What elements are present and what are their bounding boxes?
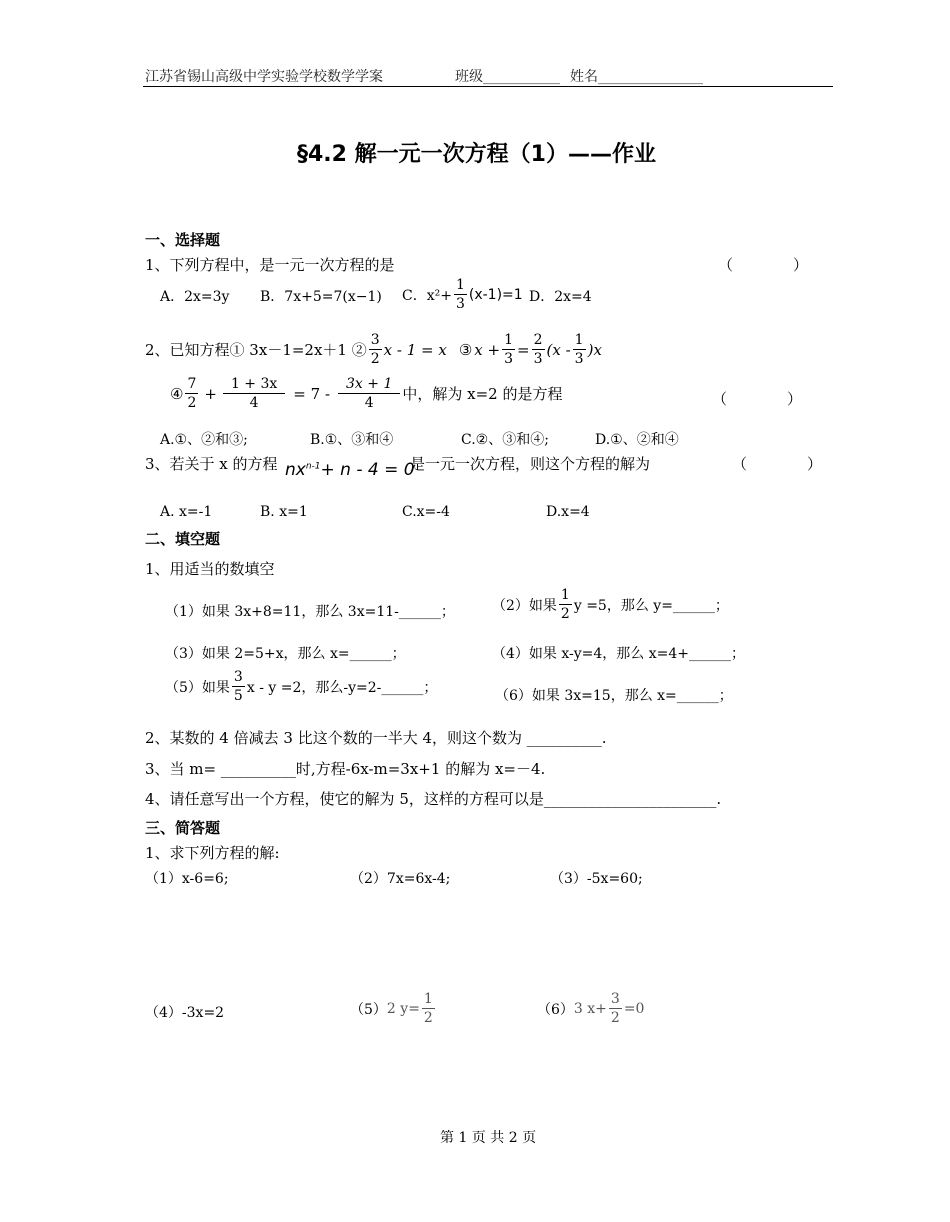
fill-5-suffix: x - y =2，那么-y=2-______；: [246, 679, 438, 696]
frac-den: 2: [187, 395, 197, 411]
page-title: §4.2 解一元一次方程（1）——作业: [297, 142, 656, 167]
fill-item-4: （4）如果 x-y=4，那么 x=4+______；: [492, 646, 745, 662]
q2-eq4-line: [170, 377, 562, 410]
q1-stem: 1、下列方程中，是一元一次方程的是: [145, 256, 395, 274]
q1-option-b: B．7x+5=7(x−1): [260, 289, 382, 305]
q2-eq2-rest: x - 1 = x: [383, 340, 447, 359]
frac-den: 3: [574, 351, 584, 367]
solve-5-prefix: （5）: [350, 1001, 387, 1018]
q2-eq2-fraction: [369, 333, 382, 366]
header-class-field: 班级___________: [455, 69, 560, 85]
solve-6-suffix: =0: [623, 1000, 645, 1017]
q2-eq4-plus: +: [204, 384, 217, 403]
frac-den: 4: [249, 395, 259, 411]
solve-item-5: [350, 992, 437, 1025]
frac-num: 1: [574, 332, 584, 348]
q1-c-fraction: [454, 278, 467, 311]
solve-5-fraction: [422, 992, 435, 1025]
frac-den: 2: [370, 351, 380, 367]
frac-num: 3: [370, 332, 380, 348]
q2-eq3-paren: (x -: [546, 340, 571, 359]
frac-num: 1: [560, 587, 570, 603]
q2-marker-3: ③: [458, 340, 473, 359]
q3-answer-paren: （ ）: [732, 455, 823, 473]
q3-option-d: D.x=4: [546, 504, 590, 520]
frac-num: 3: [233, 669, 243, 685]
frac-den: 3: [504, 351, 514, 367]
solve-6-eq: 3 x+: [573, 1000, 607, 1017]
frac-num: 1 + 3x: [223, 377, 285, 394]
q1-option-c: [402, 278, 523, 311]
q2-option-c: C.②、③和④;: [461, 432, 549, 448]
q3-stem: 3、若关于 x 的方程: [145, 455, 278, 473]
q3-option-a: A. x=-1: [160, 504, 213, 520]
solve-item-1: （1）x-6=6;: [145, 871, 229, 887]
s3-q1-stem: 1、求下列方程的解:: [145, 844, 280, 862]
frac-den: 2: [610, 1010, 620, 1026]
q2-eq4-tail: 中，解为 x=2 的是方程: [402, 385, 563, 403]
solve-5-eq: 2 y=: [386, 1000, 420, 1017]
frac-num: 2: [533, 332, 543, 348]
fill-item-2: [492, 588, 729, 621]
q2-eq3-fraction-3: [573, 333, 586, 366]
solve-item-6: [537, 992, 644, 1025]
q2-option-a: A.①、②和③;: [160, 432, 248, 448]
section-heading-choice: 一、选择题: [145, 231, 221, 249]
frac-den: 5: [233, 688, 243, 704]
section-heading-fill: 二、填空题: [145, 530, 221, 548]
fill-item-1: （1）如果 3x+8=11，那么 3x=11-______；: [165, 604, 455, 620]
header-name-field: 姓名_______________: [570, 69, 703, 85]
q2-answer-paren: （ ）: [712, 390, 803, 408]
q1-option-a: A．2x=3y: [160, 289, 230, 305]
fill-5-fraction: [232, 670, 245, 703]
fill-item-6: （6）如果 3x=15，那么 x=______；: [495, 688, 733, 704]
fill-2-prefix: （2）如果: [492, 597, 557, 614]
fill-5-prefix: （5）如果: [165, 679, 230, 696]
q2-eq3-equals: =: [517, 340, 530, 359]
frac-num: 3: [610, 991, 620, 1007]
frac-den: 3: [533, 351, 543, 367]
frac-den: 2: [423, 1010, 433, 1026]
section-heading-answer: 三、简答题: [145, 819, 221, 837]
frac-num: 1: [504, 332, 514, 348]
s2-q4: 4、请任意写出一个方程，使它的解为 5，这样的方程可以是_______________________.: [145, 790, 722, 808]
frac-num: 7: [187, 376, 197, 392]
q2-option-d: D.①、②和④: [595, 432, 679, 448]
frac-den: 3: [455, 296, 465, 312]
page-footer: 第 1 页 共 2 页: [440, 1130, 537, 1146]
solve-item-3: （3）-5x=60;: [550, 871, 643, 887]
fill-2-fraction: [559, 588, 572, 621]
q3-option-c: C.x=-4: [402, 504, 450, 520]
q1-c-suffix: (x-1)=1: [468, 286, 523, 303]
s2-q2: 2、某数的 4 倍减去 3 比这个数的一半大 4，则这个数为 __________.: [145, 729, 607, 747]
q1-answer-paren: （ ）: [718, 256, 809, 274]
solve-6-fraction: [609, 992, 622, 1025]
q3-equation: [285, 460, 415, 480]
q2-eq3-fraction-1: [502, 333, 515, 366]
q3-eq-exponent: n-1: [305, 461, 321, 472]
s2-q1-stem: 1、用适当的数填空: [145, 560, 275, 578]
q3-eq-base: nx: [285, 460, 306, 480]
q3-stem-2: 是一元一次方程，则这个方程的解为: [410, 455, 651, 473]
solve-item-2: （2）7x=6x-4;: [350, 871, 451, 887]
header-divider: [143, 86, 833, 87]
q2-eq3-fraction-2: [532, 333, 545, 366]
q2-stem: 2、已知方程① 3x－1=2x＋1 ②: [145, 341, 367, 359]
q2-eq3-suffix: )x: [587, 340, 602, 359]
fill-2-suffix: y =5，那么 y=______；: [573, 597, 729, 614]
frac-num: 1: [455, 277, 465, 293]
q2-stem-line: [145, 333, 602, 366]
q2-eq4-fraction-3: [338, 377, 400, 410]
frac-den: 4: [364, 395, 374, 411]
frac-num: 1: [423, 991, 433, 1007]
q3-eq-rest: + n - 4 = 0: [320, 460, 415, 480]
s2-q3: 3、当 m= __________时,方程-6x-m=3x+1 的解为 x=－4.: [145, 760, 546, 778]
q2-eq4-fraction-2: [223, 377, 285, 410]
solve-6-prefix: （6）: [537, 1001, 574, 1018]
q1-c-prefix: C．x²+: [402, 287, 452, 304]
q2-option-b: B.①、③和④: [310, 432, 394, 448]
frac-den: 2: [560, 606, 570, 622]
q2-eq3-prefix: x +: [474, 340, 501, 359]
q2-eq4-fraction-1: [185, 377, 198, 410]
fill-item-5: [165, 670, 437, 703]
fill-item-3: （3）如果 2=5+x，那么 x=______；: [165, 646, 406, 662]
header-school: 江苏省锡山高级中学实验学校数学学案: [145, 69, 383, 85]
solve-item-4: （4）-3x=2: [145, 1005, 225, 1021]
q2-eq4-equals: = 7 -: [293, 384, 331, 403]
frac-num: 3x + 1: [338, 377, 400, 394]
q2-marker-4: ④: [170, 384, 184, 403]
q3-option-b: B. x=1: [260, 504, 308, 520]
q1-option-d: D．2x=4: [529, 289, 592, 305]
